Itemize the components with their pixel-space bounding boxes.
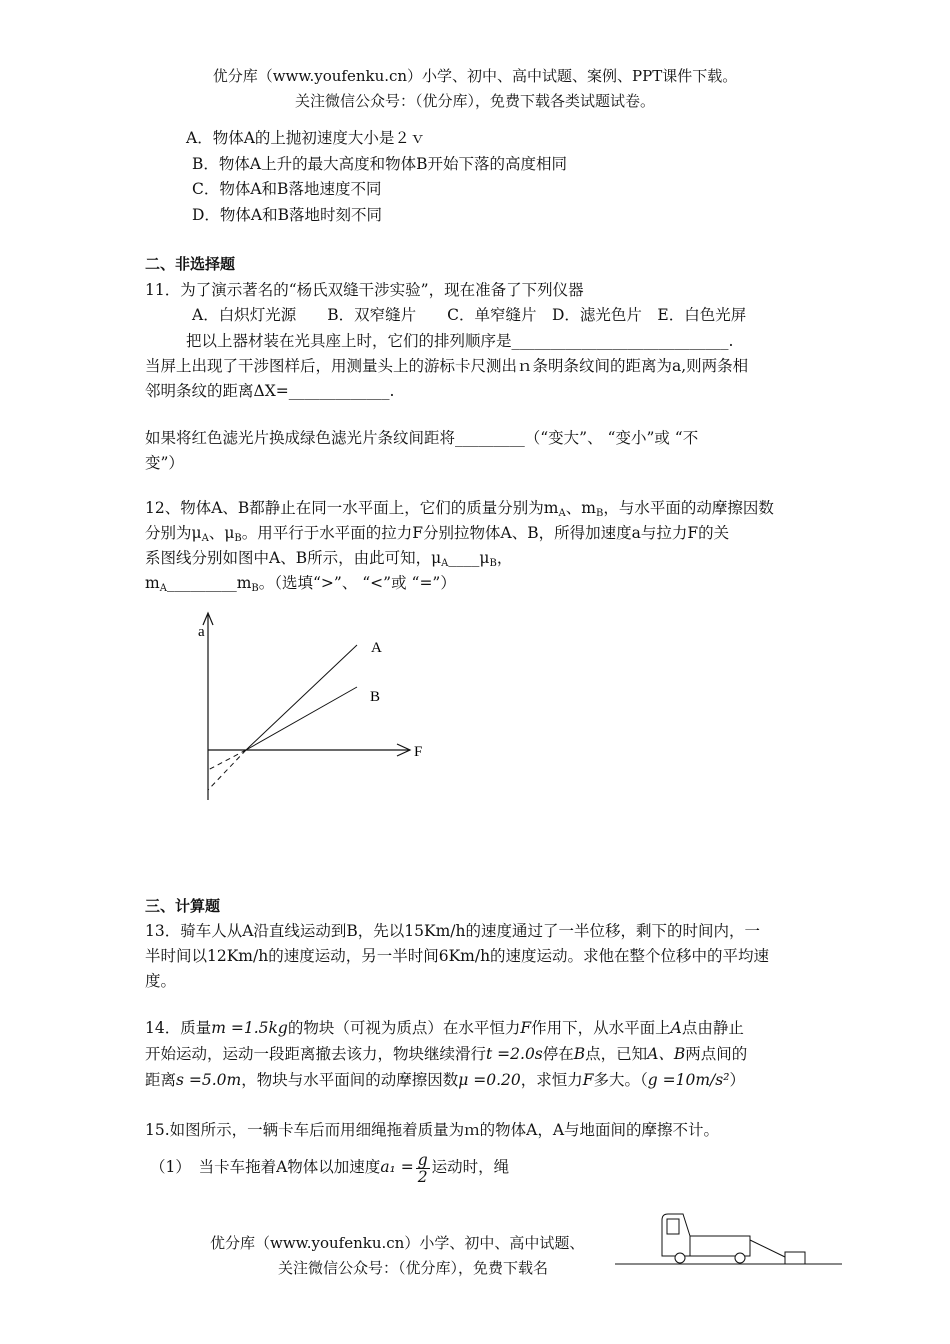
q15-text: 运动时，绳	[431, 1158, 510, 1176]
y-axis-label: a	[198, 624, 205, 640]
q12-text: 分别为μ	[145, 524, 202, 542]
q12-line-1	[145, 496, 774, 519]
object-a-block	[785, 1252, 805, 1264]
q13-line-1: 13．骑车人从A沿直线运动到B，先以15Km/h的速度通过了一半位移，剩下的时间内，一	[145, 922, 761, 940]
q14-distance: s =5.0m	[176, 1071, 242, 1089]
q14-line-3	[145, 1068, 745, 1090]
x-axis-label: F	[414, 744, 423, 760]
q11-measure-line-1: 当屏上出现了干涉图样后，用测量头上的游标卡尺测出ｎ条明条纹间的距离为a,则两条相	[145, 357, 749, 375]
q12-text: 。用平行于水平面的拉力F分别拉物体A、B，所得加速度a与拉力F的关	[241, 524, 730, 542]
q12-sub: B	[234, 533, 242, 544]
tow-rope	[750, 1240, 785, 1257]
q12-sub: B	[489, 558, 497, 569]
footer-line-2: 关注微信公众号：（优分库），免费下载名	[278, 1259, 549, 1277]
q14-point-a: A	[670, 1019, 682, 1037]
line-a-label: A	[371, 640, 382, 656]
q12-line-2	[145, 521, 729, 544]
q12-text: 。（选填“>”、 “<”或 “=”）	[258, 574, 456, 592]
q14-g: g =10m/s²	[647, 1071, 730, 1089]
q14-text: 的物块（可视为质点）在水平恒力	[287, 1019, 521, 1037]
q14-text: ，物块与水平面间的动摩擦因数	[241, 1071, 459, 1089]
truck-window	[667, 1219, 679, 1234]
q15-line-1: 15.如图所示，一辆卡车后而用细绳拖着质量为ｍ的物体A，A与地面间的摩擦不计。	[145, 1121, 720, 1139]
q11-measure-line-2: 邻明条纹的距离ΔX=_____________.	[145, 382, 395, 400]
q14-text: 点由静止	[681, 1019, 744, 1037]
q12-sub: B	[251, 583, 259, 594]
q11-filter-line-2: 变”）	[145, 454, 184, 472]
section-2-title: 二、非选择题	[145, 255, 236, 273]
q15-part-1	[150, 1150, 509, 1185]
line-a-extension	[208, 750, 246, 790]
q12-graph	[190, 610, 450, 810]
q13-line-3: 度。	[145, 972, 177, 990]
q12-sub: B	[595, 508, 604, 519]
q14-force: F	[520, 1019, 532, 1037]
q14-line-1	[145, 1016, 744, 1038]
q12-sub: A	[201, 533, 209, 544]
header-line-1: 优分库（www.youfenku.cn）小学、初中、高中试题、案例、PPT课件下载。	[212, 67, 738, 85]
q15-frac-num: g	[417, 1150, 428, 1169]
q12-text: _________m	[166, 574, 252, 592]
q12-text: ____μ	[448, 549, 490, 567]
q12-line-4	[145, 571, 456, 594]
truck-rear-wheel-icon	[735, 1253, 745, 1263]
line-a	[246, 645, 357, 750]
q10-option-d: D．物体A和B落地时刻不同	[192, 206, 383, 224]
q11-options: A．白炽灯光源 B．双窄缝片 C．单窄缝片 D．滤光色片 E．白色光屏	[192, 306, 747, 324]
q12-text: 系图线分别如图中A、B所示，由此可知，μ	[145, 549, 442, 567]
q14-text: ）	[729, 1071, 745, 1089]
section-3-title: 三、计算题	[145, 897, 221, 915]
q15-fraction	[416, 1152, 430, 1185]
line-b-extension	[208, 750, 246, 770]
q14-time: t =2.0s	[486, 1045, 543, 1063]
q11-stem: 11．为了演示著名的“杨氏双缝干涉实验”，现在准备了下列仪器	[145, 281, 584, 299]
q14-text: ，求恒力	[520, 1071, 583, 1089]
q14-force: F	[582, 1071, 594, 1089]
q14-point-b: B	[573, 1045, 586, 1063]
q14-text: 作用下，从水平面上	[531, 1019, 671, 1037]
q14-text: 两点间的	[685, 1045, 748, 1063]
q10-option-c: C．物体A和B落地速度不同	[192, 180, 382, 198]
q15-accel: a₁ =	[380, 1158, 414, 1176]
q14-text: 多大。（	[593, 1071, 648, 1089]
footer-line-1: 优分库（www.youfenku.cn）小学、初中、高中试题、	[210, 1234, 585, 1252]
q12-sub: A	[159, 583, 167, 594]
truck-body	[662, 1214, 750, 1256]
q10-option-b: B．物体A上升的最大高度和物体B开始下落的高度相同	[192, 155, 567, 173]
q12-text: 12、物体A、B都静止在同一水平面上，它们的质量分别为m	[145, 499, 559, 517]
q12-sub: A	[441, 558, 449, 569]
q12-text: ，	[496, 549, 513, 567]
header-line-2: 关注微信公众号：（优分库），免费下载各类试题试卷。	[294, 92, 655, 110]
q15-text: （1） 当卡车拖着A物体以加速度	[150, 1158, 381, 1176]
q11-filter-line-1: 如果将红色滤光片换成绿色滤光片条纹间距将_________（“变大”、 “变小”或 “不	[145, 429, 699, 447]
q12-sub: A	[558, 508, 566, 519]
q14-text: 距离	[145, 1071, 177, 1089]
truck-diagram	[610, 1210, 850, 1280]
q12-text: 、μ	[208, 524, 235, 542]
q12-line-3	[145, 546, 512, 569]
q14-line-2	[145, 1042, 747, 1064]
line-b	[246, 687, 357, 750]
q12-text: m	[145, 574, 160, 592]
q12-text: 、m	[565, 499, 596, 517]
q14-text: 14．质量	[145, 1019, 212, 1037]
truck-front-wheel-icon	[675, 1253, 685, 1263]
q14-points-ab: A、B	[647, 1045, 686, 1063]
q14-text: 停在	[542, 1045, 574, 1063]
q14-mu: μ =0.20	[458, 1071, 521, 1089]
q14-text: 开始运动，运动一段距离撤去该力，物块继续滑行	[145, 1045, 487, 1063]
q15-frac-den: 2	[417, 1167, 428, 1186]
line-b-label: B	[370, 689, 381, 705]
q12-text: ，与水平面的动摩擦因数	[603, 499, 774, 517]
q10-option-a: A．物体A的上抛初速度大小是２ｖ	[186, 129, 426, 147]
q13-line-2: 半时间以12Km/h的速度运动，另一半时间6Km/h的速度运动。求他在整个位移中的平均速	[145, 947, 770, 965]
q14-mass: m =1.5kg	[211, 1019, 288, 1037]
q11-order: 把以上器材装在光具座上时，它们的排列顺序是____________________________.	[186, 332, 734, 350]
q14-text: 点，已知	[585, 1045, 648, 1063]
